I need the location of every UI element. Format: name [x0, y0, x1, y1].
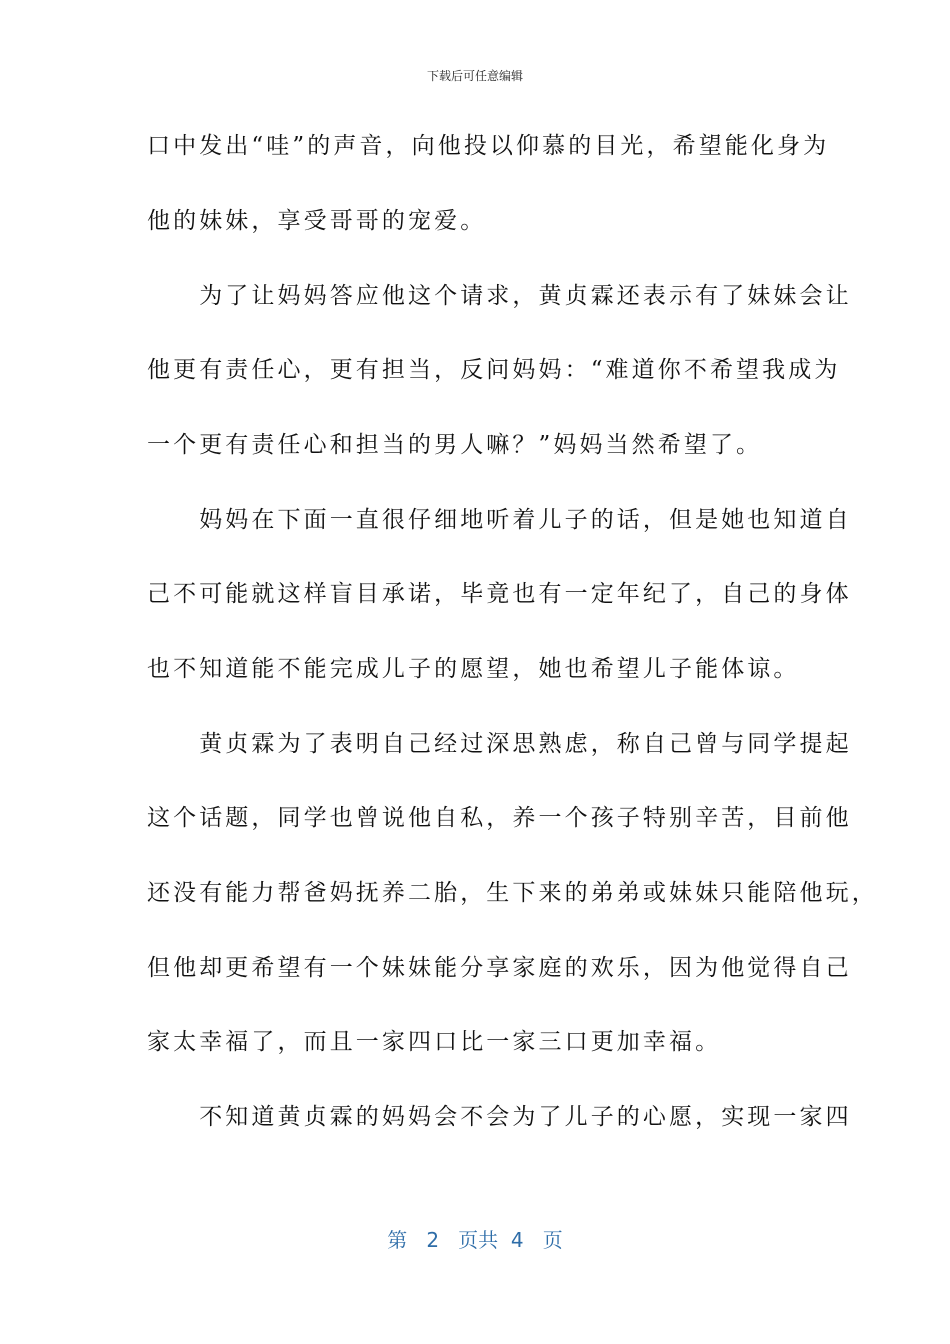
text-line: 但他却更希望有一个妹妹能分享家庭的欢乐，因为他觉得自己 — [147, 955, 852, 981]
text-line: 为了让妈妈答应他这个请求，黄贞霖还表示有了妹妹会让 — [147, 283, 852, 309]
text-line: 他的妹妹，享受哥哥的宠爱。 — [147, 208, 487, 234]
page-label-middle: 页共 — [458, 1228, 499, 1252]
text-line: 妈妈在下面一直很仔细地听着儿子的话，但是她也知道自 — [147, 507, 852, 533]
text-line: 不知道黄贞霖的妈妈会不会为了儿子的心愿，实现一家四 — [147, 1104, 852, 1130]
text-line: 这个话题，同学也曾说他自私，养一个孩子特别辛苦，目前他 — [147, 805, 852, 831]
page-number-footer — [0, 1224, 950, 1253]
total-pages-number: 4 — [510, 1228, 524, 1252]
text-line: 口中发出“哇”的声音，向他投以仰慕的目光，希望能化身为 — [147, 133, 830, 159]
text-line: 己不可能就这样盲目承诺，毕竟也有一定年纪了，自己的身体 — [147, 581, 852, 607]
page-header-note: 下载后可任意编辑 — [426, 69, 523, 83]
page-label-suffix: 页 — [542, 1228, 563, 1252]
text-line: 他更有责任心，更有担当，反问妈妈：“难道你不希望我成为 — [147, 357, 841, 383]
text-line: 家太幸福了，而且一家四口比一家三口更加幸福。 — [147, 1029, 722, 1055]
text-line: 黄贞霖为了表明自己经过深思熟虑，称自己曾与同学提起 — [147, 731, 852, 757]
current-page-number: 2 — [426, 1228, 440, 1252]
text-line: 也不知道能不能完成儿子的愿望，她也希望儿子能体谅。 — [147, 656, 800, 682]
text-line: 一个更有责任心和担当的男人嘛？”妈妈当然希望了。 — [147, 432, 763, 458]
text-line: 还没有能力帮爸妈抚养二胎，生下来的弟弟或妹妹只能陪他玩， — [147, 880, 878, 906]
page-label-prefix: 第 — [387, 1228, 408, 1252]
